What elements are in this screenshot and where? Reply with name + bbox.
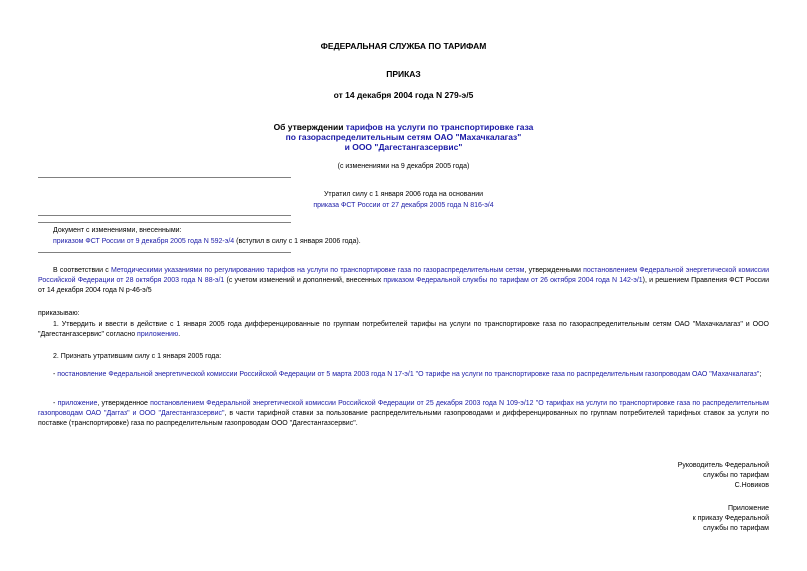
preamble-text: В соответствии с xyxy=(53,267,111,274)
changes-tail: (вступил в силу с 1 января 2006 года). xyxy=(234,238,361,245)
appendix-title: Приложение xyxy=(727,505,769,512)
item-1 xyxy=(38,320,769,340)
title-link-2[interactable]: по газораспределительным сетям ОАО "Махачкалагаз" xyxy=(285,132,522,142)
signature-position: Руководитель Федеральной xyxy=(677,462,769,469)
agency-name: ФЕДЕРАЛЬНАЯ СЛУЖБА ПО ТАРИФАМ xyxy=(320,41,487,51)
signature-name: С.Новиков xyxy=(734,482,769,489)
repeal-text: Утратил силу с 1 января 2006 года на основании xyxy=(323,191,484,198)
item-2b-dash: - xyxy=(53,400,58,407)
item-2b-text: , утвержденное xyxy=(97,400,151,407)
item-1-text: 1. Утвердить и ввести в действие с 1 января 2005 года дифференцированные по группам потребителей тарифы на услуги по транспортировке газа по газораспределительным сетям ОАО "Махачкалагаз" и ООО "Дагестангазсервис" согласно xyxy=(38,321,769,338)
document-title xyxy=(0,122,807,152)
document-date-number: от 14 декабря 2004 года N 279-э/5 xyxy=(333,90,474,100)
document-type: ПРИКАЗ xyxy=(386,69,421,79)
title-link-1[interactable]: тарифов на услуги по транспортировке газа xyxy=(345,122,534,132)
appendix-agency: службы по тарифам xyxy=(703,525,769,532)
amendment-note: (с изменениями на 9 декабря 2005 года) xyxy=(337,163,470,170)
annex-link[interactable]: приложение xyxy=(57,400,98,407)
preamble-text: ), и решением Правления ФСТ России от 14 декабря 2004 года N р-46-э/5 xyxy=(38,277,769,294)
divider xyxy=(38,252,291,253)
fek-17-link[interactable]: постановление Федеральной энергетической комиссии Российской Федерации от 5 марта 2003 года N 17-э/1 "О тарифе на услуги по транспортировке газа по распределительным газопроводам ОАО "Махачкалагаз" xyxy=(57,371,760,378)
repeal-note xyxy=(0,190,807,210)
signature-block xyxy=(678,461,769,490)
item-2a-tail: ; xyxy=(759,371,762,378)
changes-link[interactable]: приказом ФСТ России от 9 декабря 2005 года N 592-э/4 xyxy=(53,238,235,245)
preamble-text: , утвержденными xyxy=(524,267,584,274)
order-word: приказываю: xyxy=(38,310,80,317)
fek-109-link[interactable]: постановлением Федеральной энергетической комиссии Российской Федерации от 25 декабря 2003 года N 109-э/12 "О тарифах на услуги по транспортировке газа по распределительным газопроводам ОАО "Даггаз" и ООО "Дагестангазсервис" xyxy=(38,400,769,417)
changes-note xyxy=(53,226,361,246)
appendix-ref: к приказу Федеральной xyxy=(692,515,769,522)
fst-order-link[interactable]: приказом Федеральной службы по тарифам от 26 октября 2004 года N 142-э/1 xyxy=(383,277,643,284)
item-1-tail: . xyxy=(178,331,181,338)
appendix-header xyxy=(693,504,769,533)
methodical-guidelines-link[interactable]: Методическими указаниями по регулированию тарифов на услуги по транспортировке газа по газораспределительным сетям xyxy=(110,267,525,274)
divider xyxy=(38,177,291,178)
divider xyxy=(38,222,291,223)
preamble-paragraph xyxy=(38,266,769,296)
title-link-3[interactable]: и ООО "Дагестангазсервис" xyxy=(344,142,463,152)
item-2: 2. Признать утратившим силу с 1 января 2005 года: xyxy=(53,353,222,360)
appendix-link[interactable]: приложению xyxy=(137,331,179,338)
item-2a xyxy=(38,370,769,380)
title-prefix: Об утверждении xyxy=(273,122,346,132)
preamble-text: (с учетом изменений и дополнений, внесенных xyxy=(224,277,384,284)
fek-resolution-link[interactable]: постановлением Федеральной энергетической комиссии Российской Федерации от 28 октября 2003 года N 88-э/1 xyxy=(38,267,769,284)
item-2a-dash: - xyxy=(53,371,58,378)
divider xyxy=(38,215,291,216)
repeal-link[interactable]: приказа ФСТ России от 27 декабря 2005 года N 816-э/4 xyxy=(313,202,494,209)
item-2b-text: , в части тарифной ставки за пользование распределительными газопроводами и дифференцированных по группам потребителей тарифных ставок за услуги по поставке (транспортировке) газа по распределительным газопроводам ООО "Дагестангазсервис". xyxy=(38,410,770,427)
signature-agency: службы по тарифам xyxy=(703,472,769,479)
item-2b xyxy=(38,399,769,429)
changes-heading: Документ с изменениями, внесенными: xyxy=(53,227,182,234)
